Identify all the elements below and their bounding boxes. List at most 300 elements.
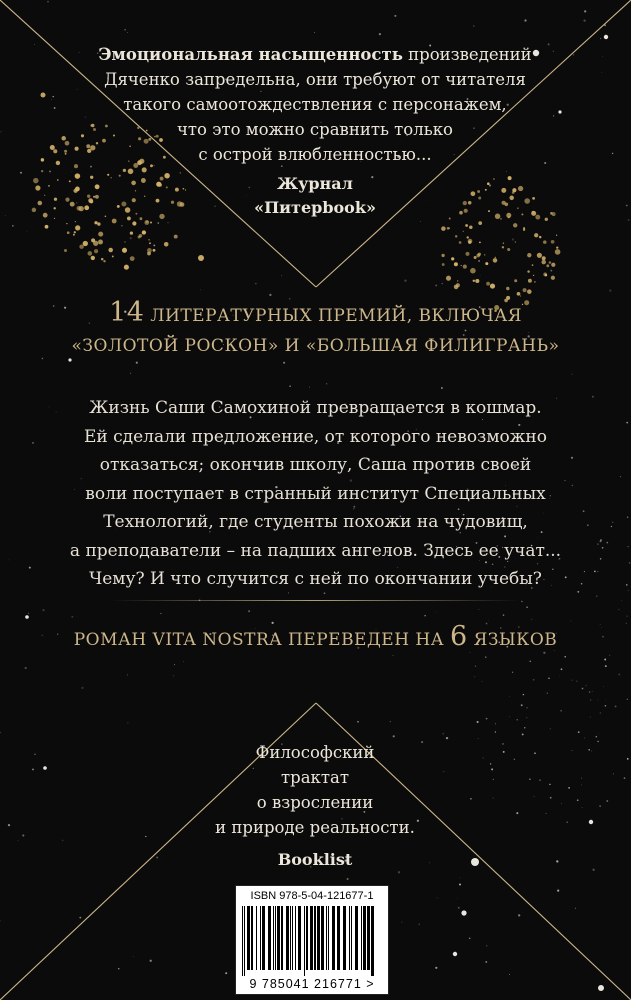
gold-star (159, 214, 164, 219)
barcode-bar (343, 906, 346, 970)
star (436, 612, 437, 613)
gold-star (478, 260, 480, 262)
star (418, 924, 420, 926)
star (612, 522, 613, 523)
source-line-1: Журнал (277, 174, 353, 193)
quote-line-4: что это можно сравнить только (177, 120, 453, 139)
gold-star (555, 249, 561, 255)
star (549, 784, 551, 786)
gold-star (112, 255, 114, 257)
gold-star (474, 256, 477, 259)
star (506, 171, 507, 172)
gold-star (54, 198, 57, 201)
gold-star (144, 195, 146, 197)
quote-line-3: такого самоотождествления с персонажем, (123, 95, 507, 114)
star (557, 890, 559, 892)
awards-line-1 (60, 298, 571, 331)
star (470, 798, 472, 800)
star (442, 283, 443, 284)
gold-star (534, 281, 536, 283)
gold-star (166, 186, 168, 188)
barcode-bar (256, 906, 257, 970)
barcode-bar (251, 906, 253, 970)
star (118, 968, 120, 970)
gold-star (455, 235, 457, 237)
barcode-bar (324, 906, 326, 970)
barcode-bar (355, 906, 358, 970)
blurb-line-3: отказаться; окончив школу, Саша против своей (99, 455, 532, 475)
gold-star (183, 188, 185, 190)
gold-star (493, 178, 495, 180)
gold-star (509, 196, 514, 201)
star (379, 33, 381, 35)
gold-star (41, 93, 46, 98)
star (29, 567, 31, 569)
barcode-bar (328, 906, 329, 970)
gold-star (473, 280, 475, 282)
gold-star (463, 265, 467, 269)
barcode-bar (280, 906, 281, 970)
star (480, 275, 481, 276)
star (526, 707, 528, 709)
gold-star (69, 180, 71, 182)
star (309, 387, 310, 388)
gold-star (142, 167, 147, 172)
barcode-bar (291, 906, 292, 970)
barcode-bar (292, 906, 293, 970)
gold-star (117, 205, 120, 208)
gold-star (441, 254, 444, 257)
star (539, 779, 540, 780)
star (626, 615, 627, 616)
star (521, 704, 523, 706)
barcode-bar (374, 906, 375, 976)
barcode-bar (351, 906, 352, 970)
quote-line-5: с острой влюбленностью... (198, 145, 432, 164)
star (597, 571, 598, 572)
barcode-bar (337, 906, 340, 970)
star (609, 289, 611, 291)
star (25, 667, 27, 669)
gold-star (88, 251, 93, 256)
star (599, 805, 600, 806)
star (606, 542, 608, 544)
gold-star (485, 262, 488, 265)
star (79, 917, 81, 919)
star (526, 717, 527, 718)
star (503, 614, 505, 616)
star (127, 674, 128, 675)
star (601, 72, 602, 73)
gold-divider (110, 600, 520, 601)
star (8, 824, 10, 826)
gold-star (67, 231, 70, 234)
gold-star-cluster-right (441, 176, 560, 312)
barcode-bar (361, 906, 362, 970)
gold-star (477, 190, 480, 193)
gold-star (520, 295, 521, 296)
barcode-bar (350, 906, 351, 970)
gold-star (74, 231, 76, 233)
star (160, 613, 161, 614)
star (546, 813, 547, 814)
gold-star (112, 219, 117, 224)
gold-star (131, 181, 136, 186)
bright-star (558, 110, 561, 113)
barcode-bar (290, 906, 291, 970)
star (460, 878, 461, 879)
star (130, 373, 131, 374)
star (157, 222, 159, 224)
gold-star (534, 233, 538, 237)
gold-star (464, 209, 468, 213)
gold-star (95, 195, 99, 199)
star (581, 583, 583, 585)
star (435, 284, 437, 286)
star (42, 358, 43, 359)
star (390, 721, 391, 722)
gold-star (135, 213, 137, 215)
review-source-bottom: Booklist (277, 850, 353, 869)
star (572, 750, 573, 751)
gold-star (84, 205, 89, 210)
star (586, 685, 587, 686)
gold-star (64, 249, 67, 252)
star (560, 710, 562, 712)
star (485, 961, 487, 963)
gold-star (524, 198, 530, 204)
gold-star (517, 208, 518, 209)
star (615, 705, 617, 707)
star (533, 796, 534, 797)
star (584, 10, 586, 12)
barcode-bar (304, 906, 305, 976)
barcode-bar (261, 906, 262, 970)
star (124, 29, 125, 30)
quote-line-1-rest: произведений (402, 45, 532, 64)
gold-star (93, 241, 98, 246)
gold-star (532, 197, 535, 200)
star (156, 856, 158, 858)
review-quote-bottom (215, 740, 415, 840)
gold-star (541, 260, 545, 264)
star (544, 162, 546, 164)
gold-star (550, 212, 553, 215)
gold-star (94, 221, 97, 224)
translations-text-after: ЯЗЫКОВ (467, 630, 558, 650)
star (20, 172, 22, 174)
barcode-bar (358, 906, 361, 970)
gold-star (94, 249, 98, 253)
awards-line-1-text: ЛИТЕРАТУРНЫХ ПРЕМИЙ, ВКЛЮЧАЯ (144, 306, 522, 326)
star (51, 99, 52, 100)
star (0, 131, 1, 132)
gold-star (487, 182, 490, 185)
star (582, 688, 584, 690)
gold-star (43, 213, 48, 218)
awards-number: 14 (109, 297, 145, 328)
gold-star (471, 191, 476, 196)
barcode-bar (289, 906, 290, 970)
star (79, 52, 80, 53)
barcode-bar (273, 906, 274, 970)
gold-star (48, 185, 50, 187)
gold-star (149, 242, 151, 244)
star (173, 675, 174, 676)
star (49, 406, 50, 407)
star (75, 221, 76, 222)
barcode-bar (277, 906, 280, 970)
star (561, 668, 563, 670)
star (592, 691, 593, 692)
barcode-bar (326, 906, 327, 970)
gold-star (54, 218, 55, 219)
gold-star (512, 188, 516, 192)
star (572, 680, 573, 681)
star (601, 627, 602, 628)
gold-star (44, 195, 45, 196)
star (553, 51, 554, 52)
star (26, 231, 27, 232)
star (47, 1, 49, 3)
bright-star (604, 35, 608, 39)
gold-star (535, 215, 540, 220)
gold-star (123, 169, 126, 172)
review-quote-top (90, 42, 540, 167)
barcode-bar (329, 906, 332, 970)
star (550, 729, 551, 730)
star (600, 38, 601, 39)
barcode-bar (268, 906, 271, 970)
star (572, 485, 573, 486)
star (314, 32, 315, 33)
star (517, 719, 518, 720)
star (32, 768, 34, 770)
star (523, 694, 524, 695)
barcode-bar (281, 906, 283, 970)
gold-star (517, 292, 521, 296)
quote-bold-lead: Эмоциональная насыщенность (98, 45, 403, 64)
star (5, 215, 6, 216)
bright-star (453, 952, 457, 956)
quote-line-2: Дяченко запредельна, они требуют от читателя (104, 70, 526, 89)
gold-star (479, 242, 481, 244)
gold-star (486, 282, 490, 286)
star (577, 799, 579, 801)
bottom-quote-line-3: о взрослении (256, 793, 374, 812)
awards-banner (60, 298, 571, 361)
bright-star (43, 766, 47, 770)
barcode-bar (260, 906, 261, 970)
gold-star (88, 198, 93, 203)
star (605, 700, 606, 701)
gold-star (142, 230, 146, 234)
bright-star (471, 858, 479, 866)
star (548, 43, 550, 45)
blurb-line-7: Чему? И что случится с ней по окончании учебы? (89, 569, 542, 589)
star (550, 797, 552, 799)
star (398, 871, 400, 873)
star (556, 860, 558, 862)
star (624, 777, 626, 779)
gold-star (549, 261, 552, 264)
gold-star (61, 136, 66, 141)
star (600, 713, 601, 714)
translations-banner (40, 620, 591, 657)
gold-star (49, 170, 51, 172)
gold-star (140, 217, 143, 220)
star (559, 676, 560, 677)
gold-star (90, 176, 93, 179)
star (404, 280, 406, 282)
star (9, 560, 10, 561)
star (56, 412, 57, 413)
star (592, 396, 594, 398)
barcode-bar (327, 906, 328, 970)
star (611, 526, 612, 527)
gold-star (508, 176, 512, 180)
star (620, 476, 621, 477)
barcode-bar (306, 906, 308, 970)
bright-star (589, 820, 593, 824)
gold-star (551, 263, 555, 267)
star (200, 290, 201, 291)
star (597, 699, 598, 700)
barcode-bar (363, 906, 366, 970)
gold-star (77, 206, 82, 211)
gold-star (463, 231, 464, 232)
barcode-bar (295, 906, 296, 970)
gold-star (75, 225, 80, 230)
star (18, 840, 19, 841)
gold-star (543, 273, 547, 277)
star (618, 609, 619, 610)
gold-star (488, 210, 490, 212)
star (34, 44, 35, 45)
star (394, 15, 396, 17)
gold-star (107, 174, 109, 176)
gold-star (533, 275, 534, 276)
gold-star (65, 141, 70, 146)
star (602, 56, 603, 57)
star (81, 687, 83, 689)
gold-star (108, 248, 113, 253)
star (604, 659, 606, 661)
star (0, 732, 1, 733)
star (629, 562, 631, 564)
star (516, 812, 518, 814)
gold-star (546, 264, 549, 267)
gold-star (551, 240, 555, 244)
gold-star (132, 221, 136, 225)
gold-star (528, 279, 532, 283)
star (503, 751, 505, 753)
star (509, 974, 510, 975)
gold-star (101, 258, 104, 261)
star (627, 516, 628, 517)
gold-star (527, 270, 529, 272)
gold-star (485, 189, 487, 191)
star (421, 741, 423, 743)
star (133, 956, 134, 957)
star (598, 734, 599, 735)
gold-star (442, 263, 445, 266)
gold-star (75, 173, 81, 179)
gold-star (449, 218, 451, 220)
star (502, 743, 504, 745)
star (435, 967, 437, 969)
star (127, 722, 128, 723)
barcode-bar (371, 906, 374, 976)
star (547, 693, 548, 694)
star (12, 225, 13, 226)
gold-star (508, 216, 510, 218)
star (509, 696, 510, 697)
star (437, 897, 438, 898)
gold-star (454, 262, 458, 266)
star (628, 546, 629, 547)
gold-star (556, 246, 558, 248)
star (534, 752, 536, 754)
gold-star (185, 189, 186, 190)
gold-star (156, 199, 160, 203)
blurb-line-2: Ей сделали предложение, от которого невозможно (83, 426, 547, 447)
star (168, 222, 169, 223)
gold-star (198, 255, 204, 261)
star (482, 681, 483, 682)
star (62, 840, 63, 841)
gold-star (175, 188, 179, 192)
gold-star (478, 197, 481, 200)
gold-star (81, 134, 84, 137)
gold-star (38, 201, 43, 206)
bottom-quote-line-2: трактат (281, 768, 349, 787)
star (76, 202, 77, 203)
star (576, 681, 577, 682)
star (478, 738, 479, 739)
barcode-bar (332, 906, 335, 970)
gold-star (523, 288, 527, 292)
star (512, 672, 513, 673)
star (477, 721, 479, 723)
gold-star (32, 208, 36, 212)
star (136, 362, 138, 364)
barcode-bar (370, 906, 371, 976)
bright-star (25, 615, 29, 619)
barcode-bar (242, 906, 243, 976)
star (524, 19, 526, 21)
gold-star (144, 220, 149, 225)
barcode-bar (310, 906, 313, 970)
star (626, 584, 628, 586)
star (248, 610, 250, 612)
star (609, 655, 610, 656)
star (32, 442, 34, 444)
gold-star (523, 229, 525, 231)
gold-star (93, 196, 95, 198)
gold-star (164, 242, 169, 247)
star (34, 754, 35, 755)
gold-star (121, 225, 122, 226)
barcode-bar (257, 906, 260, 970)
gold-star (490, 284, 495, 289)
star (469, 937, 471, 939)
barcode-bar (301, 906, 304, 970)
star (150, 960, 152, 962)
gold-star (532, 211, 535, 214)
barcode-bar (243, 906, 244, 976)
gold-star (470, 268, 476, 274)
